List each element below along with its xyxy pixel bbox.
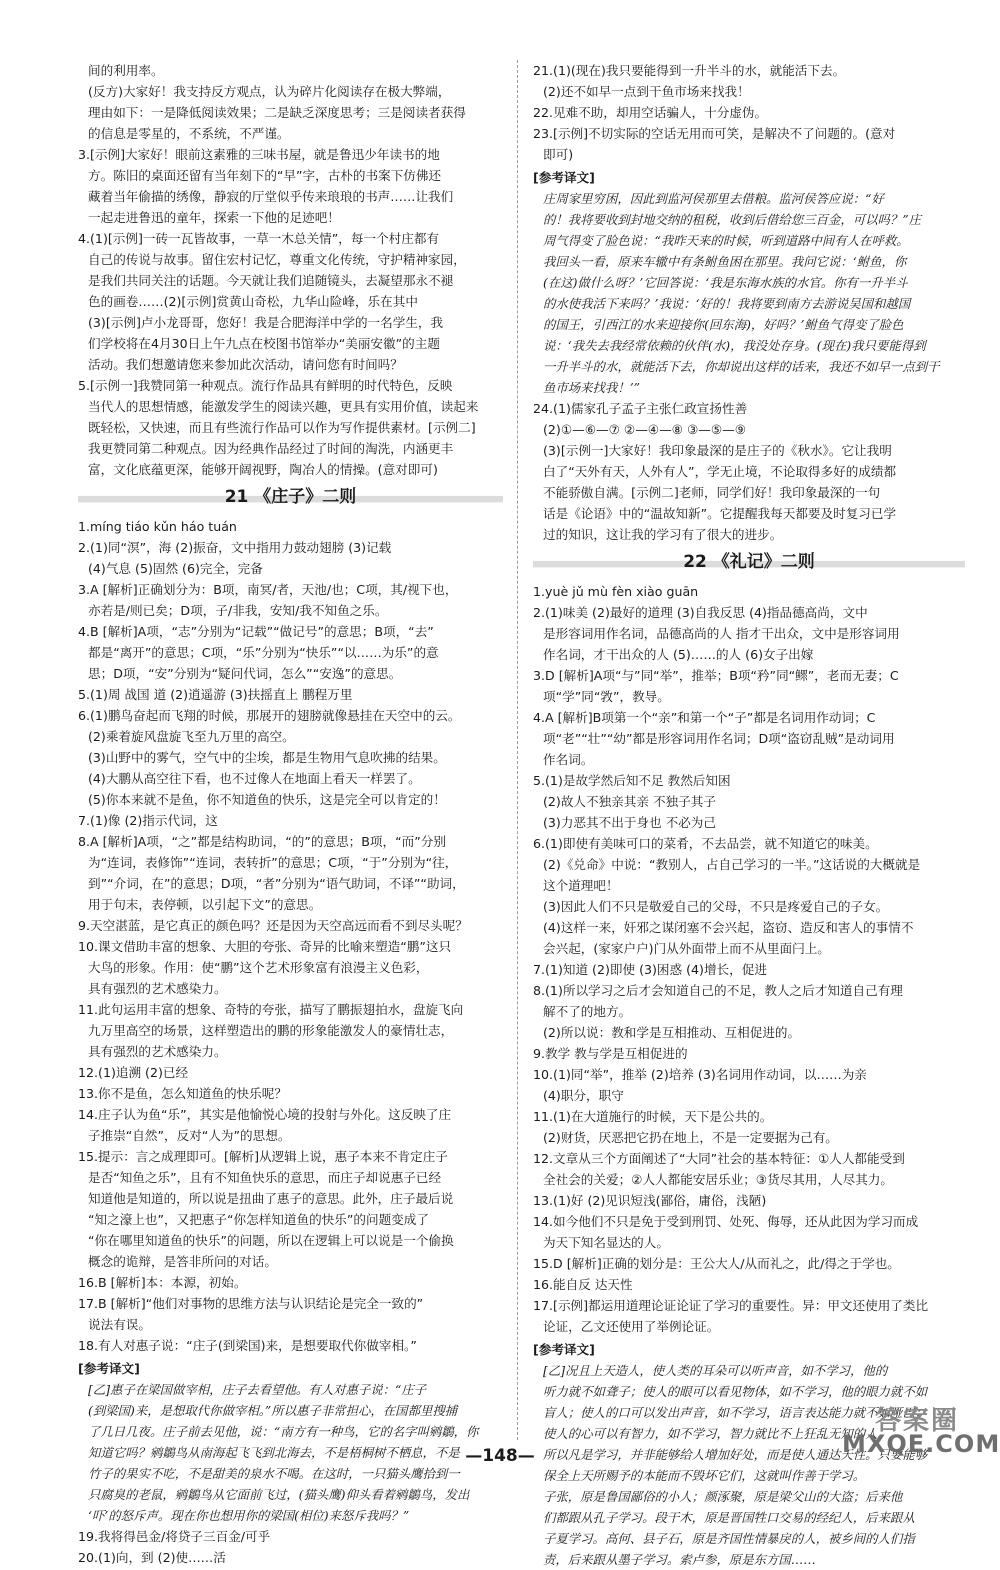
answer-line: 到”“介词，在”的意思；D项，“者”分别为“语气助词，不译”“助词， [88,876,465,891]
answer-line: 概念的诡辩，是答非所问的对话。 [88,1254,277,1269]
translation-line: 盲人；使人的口可以发出声音，如不学习，语言表达能力就不如哑巴； [543,1405,928,1420]
translation-line: 我回头一看，原来车辙中有条鲋鱼困在那里。我问它说：‘鲋鱼，你 [543,254,907,269]
translation-line: 子张，原是鲁国鄙俗的小人；颜涿聚，原是梁父山的大盗；后来他 [543,1489,903,1504]
answer-line: (2)所以说：教和学是互相推动、互相促进的。 [543,1025,801,1040]
watermark-logo [842,1400,1000,1470]
answer-line: (2)《兑命》中说：“教别人，占自己学习的一半。”这话说的大概就是 [543,857,921,872]
answer-line: 23.[示例]不切实际的空话无用而可笑，是解决不了问题的。(意对 [533,126,896,141]
answer-line: 9.教学 教与学是互相促进的 [533,1046,688,1061]
watermark-site-text: MXQE.COM [842,1430,1000,1458]
translation-line: 的水使我活下来吗？’我说：‘好的！我将要到南方去游说吴国和越国 [543,296,911,311]
translation-line: 的！我将要收到封地交纳的租税，收到后借给您三百金，可以吗？”庄 [543,212,922,227]
answer-line: 3.A [解析]正确划分为：B项，南冥/者，天池/也；C项，其/视下也， [78,582,458,597]
answer-line: 是否“知鱼之乐”，且有不知鱼快乐的意思，而庄子却说惠子已经 [88,1170,442,1185]
translation-heading: [参考译文] [533,170,595,185]
answer-line: 色的画卷……(2)[示例]赏黄山奇松，九华山险峰，乐在其中 [88,294,418,309]
answer-line: (3)力恶其不出于身也 不必为己 [543,815,716,830]
answer-line: 7.(1)知道 (2)即使 (3)困惑 (4)增长，促进 [533,962,767,977]
answer-line: 1.yuè jǔ mù fèn xiào guān [533,584,699,599]
answer-line: 10.课文借助丰富的想象、大胆的夸张、奇异的比喻来塑造“鹏”这只 [78,939,452,954]
answer-line: (4)气息 (5)固然 (6)完全，完备 [88,561,263,576]
answer-line: 8.A [解析]A项，“之”都是结构助词，“的”的意思；B项，“而”分别 [78,834,446,849]
answer-line: 10.(1)同“举”，推举 (2)培养 (3)名词用作动词，以……为亲 [533,1067,867,1082]
section-heading: 21 《庄子》二则 [78,484,503,510]
answer-line: 一起走进鲁迅的童年，探索一下他的足迹吧！ [88,210,340,225]
answer-line: 12.(1)追溯 (2)已经 [78,1065,189,1080]
answer-line: 为天下知名显达的人。 [543,1235,669,1250]
answer-line: (3)[示例]卢小龙哥哥，您好！我是合肥海洋中学的一名学生，我 [88,315,444,330]
translation-line: 听力就不如聋子；使人的眼可以看见物体，如不学习，他的眼力就不如 [543,1384,928,1399]
answer-line: 活动。我们想邀请您来参加此次活动，请问您有时间吗？ [88,357,403,372]
answer-line: 2.(1)味美 (2)最好的道理 (3)自我反思 (4)指品德高尚，文中 [533,605,868,620]
answer-line: (3)[示例一]大家好！我印象最深的是庄子的《秋水》。它让我明 [543,443,892,458]
answer-line: 思；D项，“安”分别为“疑问代词，怎么”“安逸”的意思。 [88,666,402,681]
answer-line: 13.你不是鱼，怎么知道鱼的快乐呢？ [78,1086,287,1101]
answer-line: 21.(1)(现在)我只要能得到一升半斗的水，就能活下去。 [533,63,846,78]
answer-line: 16.能自反 达天性 [533,1277,633,1292]
section-heading: 22 《礼记》二则 [533,549,965,575]
answer-line: (2)还不如早一点到干鱼市场来找我！ [543,84,750,99]
translation-line: 竹子的果实不吃，不是甜美的泉水不喝。在这时，一只猫头鹰拾到一 [88,1466,460,1481]
translation-line: 保全上天所赐予的本能而不毁坏它们，这就叫作善于学习。 [543,1468,866,1483]
answer-line: 是我们共同关注的话题。今天就让我们追随镜头，去凝望那永不褪 [88,273,454,288]
answer-line: 说法有误。 [88,1317,151,1332]
translation-line: 责，后来跟从墨子学习。索卢参，原是东方国…… [543,1552,816,1567]
answer-line: 16.B [解析]本：本源，初始。 [78,1275,247,1290]
translation-line: (在这)做什么呀？’它回答说：‘我是东海水族的水官。你有一升半斗 [543,275,908,290]
answer-line: 既轻松，又快速，而且有些流行作品可以作为写作提供素材。[示例二] [88,420,476,435]
answer-line: 白了“天外有天，人外有人”，学无止境，不论取得多好的成绩都 [543,464,897,479]
answer-line: (2)乘着旋风盘旋飞至九万里的高空。 [88,729,295,744]
answer-line: (4)职分，职守 [543,1088,624,1103]
answer-line: 18.有人对惠子说：“庄子(到梁国)来，是想要取代你做宰相。” [78,1338,417,1353]
answer-line: 为“连词，表修饰”“连词，表转折”的意思；C项，“于”分别为“往， [88,855,458,870]
answer-line: 话是《论语》中的“温故知新”。它提醒我每天都要及时复习已学 [543,506,897,521]
answer-line: 22.见难不助，却用空话骗人，十分虚伪。 [533,105,768,120]
answer-line: 12.文章从三个方面阐述了“大同”社会的基本特征：①人人都能受到 [533,1151,905,1166]
answer-line: (2)故人不独亲其亲 不独子其子 [543,794,716,809]
translation-line: 了几日几夜。庄子前去见他，说：“南方有一种鸟，它的名字叫鹓鶵，你 [88,1424,479,1439]
translation-line: 所以凡是学习，并非能够给人增加好处，而是使人通达天性。只要能够 [543,1447,928,1462]
watermark-chinese-text: 答案圈 [874,1406,959,1436]
translation-line: 说：‘我失去我经常依赖的伙伴(水)，我没处存身。(现在)我只要能得到 [543,338,926,353]
answer-line: (2)财货，厌恶把它扔在地上，不是一定要据为己有。 [543,1130,838,1145]
translation-line: 的国王，引西江的水来迎接你(回东海)，好吗？’鲋鱼气得变了脸色 [543,317,904,332]
answer-line: 过的知识，这让我的学习有了很大的进步。 [543,527,783,542]
answer-line: 14.庄子认为鱼“乐”，其实是他愉悦心境的投射与外化。这反映了庄 [78,1107,452,1122]
answer-line: 全社会的关爱；②人人都能安居乐业；③货尽其用，人尽其力。 [543,1172,894,1187]
translation-line: 们都跟从孔子学习。段干木，原是晋国牲口交易的经纪人，后来跟从 [543,1510,915,1525]
answer-line: 项“老”“壮”“幼”都是形容词用作名词；D项“盗窃乱贼”是动词用 [543,731,895,746]
answer-line: 4.B [解析]A项，“志”分别为“记载”“做记号”的意思；B项，“去” [78,624,434,639]
answer-line: 富，文化底蕴更深，能够开阔视野，陶冶人的情操。(意对即可) [88,462,438,477]
answer-line: 19.我将得邑金/将贷子三百金/可乎 [78,1529,271,1544]
answer-line: 17.[示例]都运用道理论证论证了学习的重要性。异：甲文还使用了类比 [533,1298,929,1313]
answer-line: 3.[示例]大家好！眼前这素雅的三味书屋，就是鲁迅少年读书的地 [78,147,440,162]
answer-line: 是形容词用作名词，品德高尚的人 指才干出众，文中是形容词用 [543,626,900,641]
answer-line: 项“学”同“敩”，教导。 [543,689,670,704]
translation-line: 鱼市场来找我！’” [543,380,641,395]
answer-line: 4.(1)[示例]一砖一瓦皆故事，一草一木总关情”，每一个村庄都有 [78,231,440,246]
answer-line: 5.[示例一]我赞同第一种观点。流行作品具有鲜明的时代特色，反映 [78,378,453,393]
answer-line: (2)①—⑥—⑦ ②—④—⑧ ③—⑤—⑨ [543,422,747,437]
answer-line: 间的利用率。 [88,63,164,78]
answer-line: 当代人的思想情感，能激发学生的阅读兴趣，更具有实用价值，读起来 [88,399,479,414]
translation-line: 知道它吗？鹓鶵鸟从南海起飞飞到北海去，不是梧桐树不栖息，不是 [88,1445,460,1460]
translation-line: 一升半斗的水，就能活下去，你却说出这样的话来，我还不如早一点到干 [543,359,940,374]
answer-line: 15.D [解析]正确的划分是：王公大人/从而礼之，此/得之于学也。 [533,1256,900,1271]
answer-line: 7.(1)像 (2)指示代词，这 [78,813,218,828]
answer-line: 用于句末，表停顿，以引起下文”的意思。 [88,897,322,912]
translation-line: [乙]况且上天造人，使人类的耳朵可以听声音，如不学习，他的 [543,1363,888,1378]
answer-line: 九万里高空的场景，这样塑造出的鹏的形象能激发人的豪情壮志， [88,1023,454,1038]
answer-line: 亦若是/则已矣；D项，子/非我，安知/我不知鱼之乐。 [88,603,388,618]
answer-line: 11.此句运用丰富的想象、奇特的夸张，描写了鹏振翅拍水，盘旋飞向 [78,1002,464,1017]
answer-line: 的信息是零星的，不系统，不严谨。 [88,126,290,141]
answer-line: (5)你本来就不是鱼，你不知道鱼的快乐，这是完全可以肯定的！ [88,792,446,807]
answer-line: 子推崇“自然”，反对“人为”的思想。 [88,1128,291,1143]
answer-line: 们学校将在4月30日上午九点在校图书馆举办“美丽安徽”的主题 [88,336,440,351]
translation-line: 庄周家里穷困，因此到监河侯那里去借粮。监河侯答应说：“好 [543,191,884,206]
answer-line: 都是“离开”的意思；C项，“乐”分别为“快乐”“以……为乐”的意 [88,645,439,660]
answer-line: 作名词，才干出众的人 (5)……的人 (6)女子出嫁 [543,647,814,662]
answer-line: 6.(1)即使有美味可口的菜肴，不去品尝，就不知道它的味美。 [533,836,878,851]
answer-line: 理由如下：一是降低阅读效果；二是缺乏深度思考；三是阅读者获得 [88,105,466,120]
answer-line: 24.(1)儒家孔子孟子主张仁政宣扬性善 [533,401,748,416]
answer-line: 14.如今他们不只是免于受到刑罚、处死、侮辱，还从此因为学习而成 [533,1214,919,1229]
answer-line: 即可) [543,147,574,162]
answer-line: 具有强烈的艺术感染力。 [88,1044,227,1059]
translation-line: 子夏学习。高何、县子石，原是齐国性情暴戾的人，被乡间的人们指 [543,1531,915,1546]
answer-line: 不能骄傲自满。[示例二]老师，同学们好！我印象最深的一句 [543,485,881,500]
answer-line: 1.míng tiáo kǔn háo tuán [78,519,237,534]
answer-line: 这个道理吧！ [543,878,619,893]
page-number: —148— [465,1446,535,1466]
translation-heading: [参考译文] [78,1361,140,1376]
translation-line: ‘吓’的怒斥声。现在你也想用你的梁国(相位)来怒斥我吗？” [88,1508,410,1523]
answer-line: “你在哪里知道鱼的快乐”的问题，所以在逻辑上可以说是一个偷换 [88,1233,454,1248]
answer-line: 20.(1)向，到 (2)使……活 [78,1550,226,1565]
answer-line: 9.天空湛蓝，是它真正的颜色吗？还是因为天空高远而看不到尽头呢？ [78,918,468,933]
answer-line: (4)这样一来，奸邪之谋闭塞不会兴起，盗窃、造反和害人的事情不 [543,920,914,935]
answer-line: 知道他是知道的，所以说是扭曲了惠子的意思。此外，庄子最后说 [88,1191,454,1206]
answer-line: (4)大鹏从高空往下看，也不过像人在地面上看天一样罢了。 [88,771,421,786]
answer-line: (反方)大家好！我支持反方观点，认为碎片化阅读存在极大弊端， [88,84,451,99]
answer-line: 11.(1)在大道施行的时候，天下是公共的。 [533,1109,773,1124]
answer-line: 8.(1)所以学习之后才会知道自己的不足，教人之后才知道自己有理 [533,983,903,998]
answer-line: 2.(1)同“溟”，海 (2)振奋，文中指用力鼓动翅膀 (3)记载 [78,540,392,555]
answer-line: 4.A [解析]B项第一个“亲”和第一个“子”都是名词用作动词；C [533,710,876,725]
translation-line: 只腐臭的老鼠，鹓鶵鸟从它面前飞过，(猫头鹰)仰头看着鹓鶵鸟，发出 [88,1487,470,1502]
translation-line: (到梁国)来，是想取代你做宰相。”所以惠子非常担心，在国都里搜捕 [88,1403,458,1418]
answer-line: 具有强烈的艺术感染力。 [88,981,227,996]
translation-line: 使人的心可以有智力，如不学习，智力就比不上狂乱无知的人。 [543,1426,890,1441]
answer-line: “知之濠上也”，又把惠子“你怎样知道鱼的快乐”的问题变成了 [88,1212,429,1227]
answer-line: 13.(1)好 (2)见识短浅(鄙俗，庸俗，浅陋) [533,1193,767,1208]
answer-line: 论证，乙文还使用了举例论证。 [543,1319,720,1334]
answer-line: 解不了的地方。 [543,1004,632,1019]
translation-line: [乙]惠子在梁国做宰相，庄子去看望他。有人对惠子说：“庄子 [88,1382,427,1397]
answer-line: 5.(1)周 战国 道 (2)逍遥游 (3)扶摇直上 鹏程万里 [78,687,353,702]
answer-line: (3)因此人们不只是敬爱自己的父母，不只是疼爱自己的子女。 [543,899,889,914]
answer-line: 15.提示：言之成理即可。[解析]从逻辑上说，惠子本来不肯定庄子 [78,1149,448,1164]
answer-line: 作名词。 [543,752,594,767]
answer-line: 6.(1)鹏鸟奋起而飞翔的时候，那展开的翅膀就像悬挂在天空中的云。 [78,708,461,723]
answer-line: 会兴起，(家家户户)门从外面带上而不从里面闩上。 [543,941,830,956]
answer-line: 我更赞同第二种观点。因为经典作品经过了时间的淘洗，内涵更丰 [88,441,454,456]
answer-line: 3.D [解析]A项“与”同“举”，推举；B项“矜”同“鳏”，老而无妻；C [533,668,899,683]
answer-line: (3)山野中的雾气，空气中的尘埃，都是生物用气息吹拂的结果。 [88,750,446,765]
translation-heading: [参考译文] [533,1342,595,1357]
answer-line: 17.B [解析]“他们对事物的思维方法与认识结论是完全一致的” [78,1296,424,1311]
translation-line: 周气得变了脸色说：“我昨天来的时候，听到道路中间有人在呼救。 [543,233,909,248]
answer-line: 自己的传说与故事。留住宏村记忆，尊重文化传统，守护精神家园， [88,252,466,267]
answer-line: 方。陈旧的桌面还留有当年刻下的“早”字，古朴的书案下仿佛还 [88,168,442,183]
answer-line: 5.(1)是故学然后知不足 教然后知困 [533,773,731,788]
answer-line: 藏着当年偷描的绣像，静寂的厅堂似乎传来琅琅的书声……让我们 [88,189,454,204]
answer-line: 大鸟的形象。作用：使“鹏”这个艺术形象富有浪漫主义色彩， [88,960,429,975]
column-divider [517,60,519,1440]
